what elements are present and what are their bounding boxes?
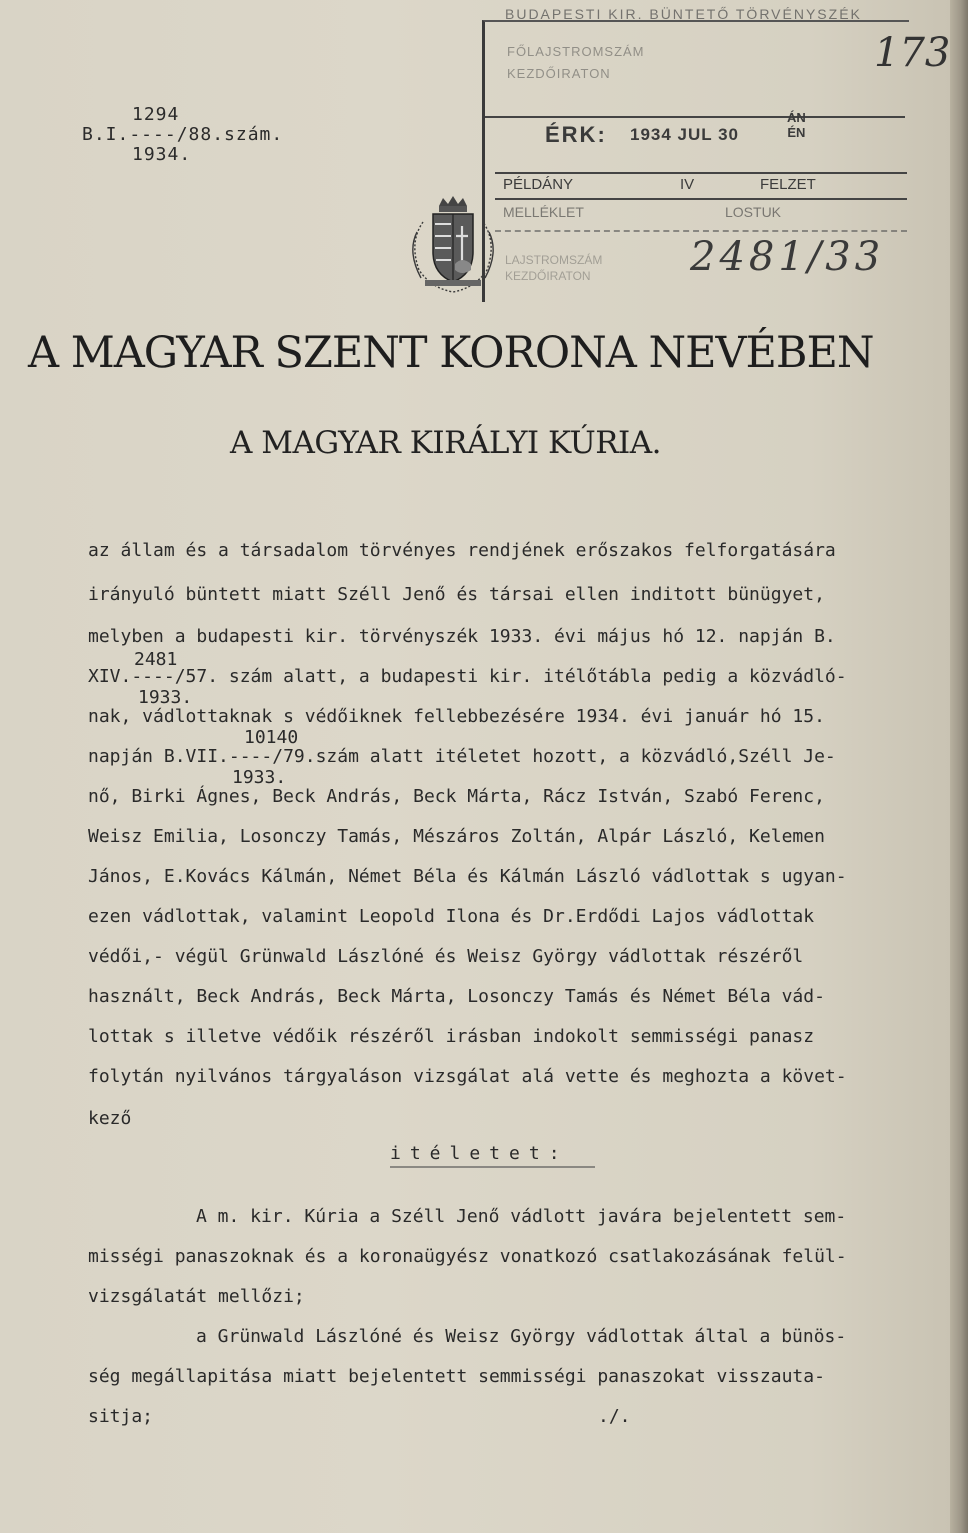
case-number-10140: 10140 bbox=[244, 727, 299, 748]
body-line: nő, Birki Ágnes, Beck András, Beck Márta, Rácz István, Szabó Ferenc, bbox=[88, 786, 825, 807]
verdict-line: vizsgálatát mellőzi; bbox=[88, 1286, 305, 1307]
handwritten-file-number: 2481/33 bbox=[690, 234, 885, 280]
stamp-top-label: BUDAPESTI KIR. BÜNTETŐ TÖRVÉNYSZÉK bbox=[505, 6, 862, 22]
page-edge bbox=[950, 0, 968, 1533]
body-line: Weisz Emilia, Losonczy Tamás, Mészáros Zoltán, Alpár László, Kelemen bbox=[88, 826, 825, 847]
body-line: irányuló büntett miatt Széll Jenő és társai ellen inditott bünügyet, bbox=[88, 584, 825, 605]
coat-of-arms-icon bbox=[405, 192, 501, 296]
verdict-line: sitja; bbox=[88, 1406, 154, 1427]
continuation-mark: ./. bbox=[598, 1406, 631, 1427]
body-line: használt, Beck András, Beck Márta, Losonczy Tamás és Német Béla vád- bbox=[88, 986, 825, 1007]
body-line: XIV.----/57. szám alatt, a budapesti kir. itélőtábla pedig a közvádló- bbox=[88, 666, 847, 687]
court-heading: A MAGYAR KIRÁLYI KÚRIA. bbox=[230, 425, 662, 461]
stamp-faint-2: KEZDŐIRATON bbox=[505, 269, 591, 283]
verdict-line: misségi panaszoknak és a koronaügyész vonatkozó csatlakozásának felül- bbox=[88, 1246, 847, 1267]
year-1933-b: 1933. bbox=[232, 767, 287, 788]
body-line: folytán nyilvános tárgyaláson vizsgálat alá vette és meghozta a követ- bbox=[88, 1066, 847, 1087]
verdict-line: ség megállapitása miatt bejelentett semmisségi panaszokat visszauta- bbox=[88, 1366, 825, 1387]
stamp-an: ÁN bbox=[787, 110, 806, 125]
stamp-date: 1934 JUL 30 bbox=[630, 125, 739, 144]
body-line: ezen vádlottak, valamint Leopold Ilona és Dr.Erdődi Lajos vádlottak bbox=[88, 906, 815, 927]
main-heading: A MAGYAR SZENT KORONA NEVÉBEN bbox=[28, 328, 874, 378]
body-line: védői,- végül Grünwald Lászlóné és Weisz György vádlottak részéről bbox=[88, 946, 804, 967]
body-line: napján B.VII.----/79.szám alatt itéletet hozott, a közvádló,Széll Je- bbox=[88, 746, 836, 767]
verdict-heading-underline bbox=[390, 1166, 595, 1168]
stamp-row-peldany bbox=[495, 172, 907, 200]
stamp-row-melleklet bbox=[495, 200, 907, 232]
verdict-line: a Grünwald Lászlóné és Weisz György vádlottak által a bünös- bbox=[196, 1326, 847, 1347]
year-1933-a: 1933. bbox=[138, 687, 193, 708]
stamp-iv: IV bbox=[680, 176, 695, 193]
body-line: kező bbox=[88, 1108, 132, 1129]
body-line: lottak s illetve védőik részéről irásban indokolt semmisségi panasz bbox=[88, 1026, 815, 1047]
body-line: melyben a budapesti kir. törvényszék 1933. évi május hó 12. napján B. bbox=[88, 626, 836, 647]
verdict-heading: itéletet: bbox=[390, 1143, 569, 1164]
handwritten-page-number: 173 bbox=[874, 30, 951, 76]
stamp-label-2: KEZDŐIRATON bbox=[507, 66, 611, 81]
reference-year: 1934. bbox=[132, 144, 192, 165]
stamp-felzet: FELZET bbox=[760, 176, 816, 193]
stamp-lostuk: LOSTUK bbox=[725, 204, 782, 220]
reference-top-number: 1294 bbox=[132, 104, 180, 125]
reference-line: B.I.----/88.szám. bbox=[82, 124, 284, 145]
case-reference bbox=[82, 105, 283, 165]
stamp-melleklet: MELLÉKLET bbox=[503, 204, 584, 220]
stamp-label-1: FŐLAJSTROMSZÁM bbox=[507, 44, 645, 59]
body-line: az állam és a társadalom törvényes rendjének erőszakos felforgatására bbox=[88, 540, 836, 561]
body-line: nak, vádlottaknak s védőiknek fellebbezésére 1934. évi január hó 15. bbox=[88, 706, 825, 727]
stamp-received: ÉRK: bbox=[545, 122, 607, 147]
registry-stamp bbox=[482, 6, 909, 302]
stamp-en: ÉN bbox=[787, 125, 806, 140]
stamp-faint-text bbox=[505, 252, 602, 284]
case-number-2481: 2481 bbox=[134, 649, 178, 670]
stamp-faint-1: LAJSTROMSZÁM bbox=[505, 253, 603, 267]
stamp-peldany: PÉLDÁNY bbox=[503, 176, 574, 193]
verdict-line: A m. kir. Kúria a Széll Jenő vádlott javára bejelentett sem- bbox=[196, 1206, 847, 1227]
stamp-an-en bbox=[787, 110, 806, 140]
body-line: János, E.Kovács Kálmán, Német Béla és Kálmán László vádlottak s ugyan- bbox=[88, 866, 847, 887]
